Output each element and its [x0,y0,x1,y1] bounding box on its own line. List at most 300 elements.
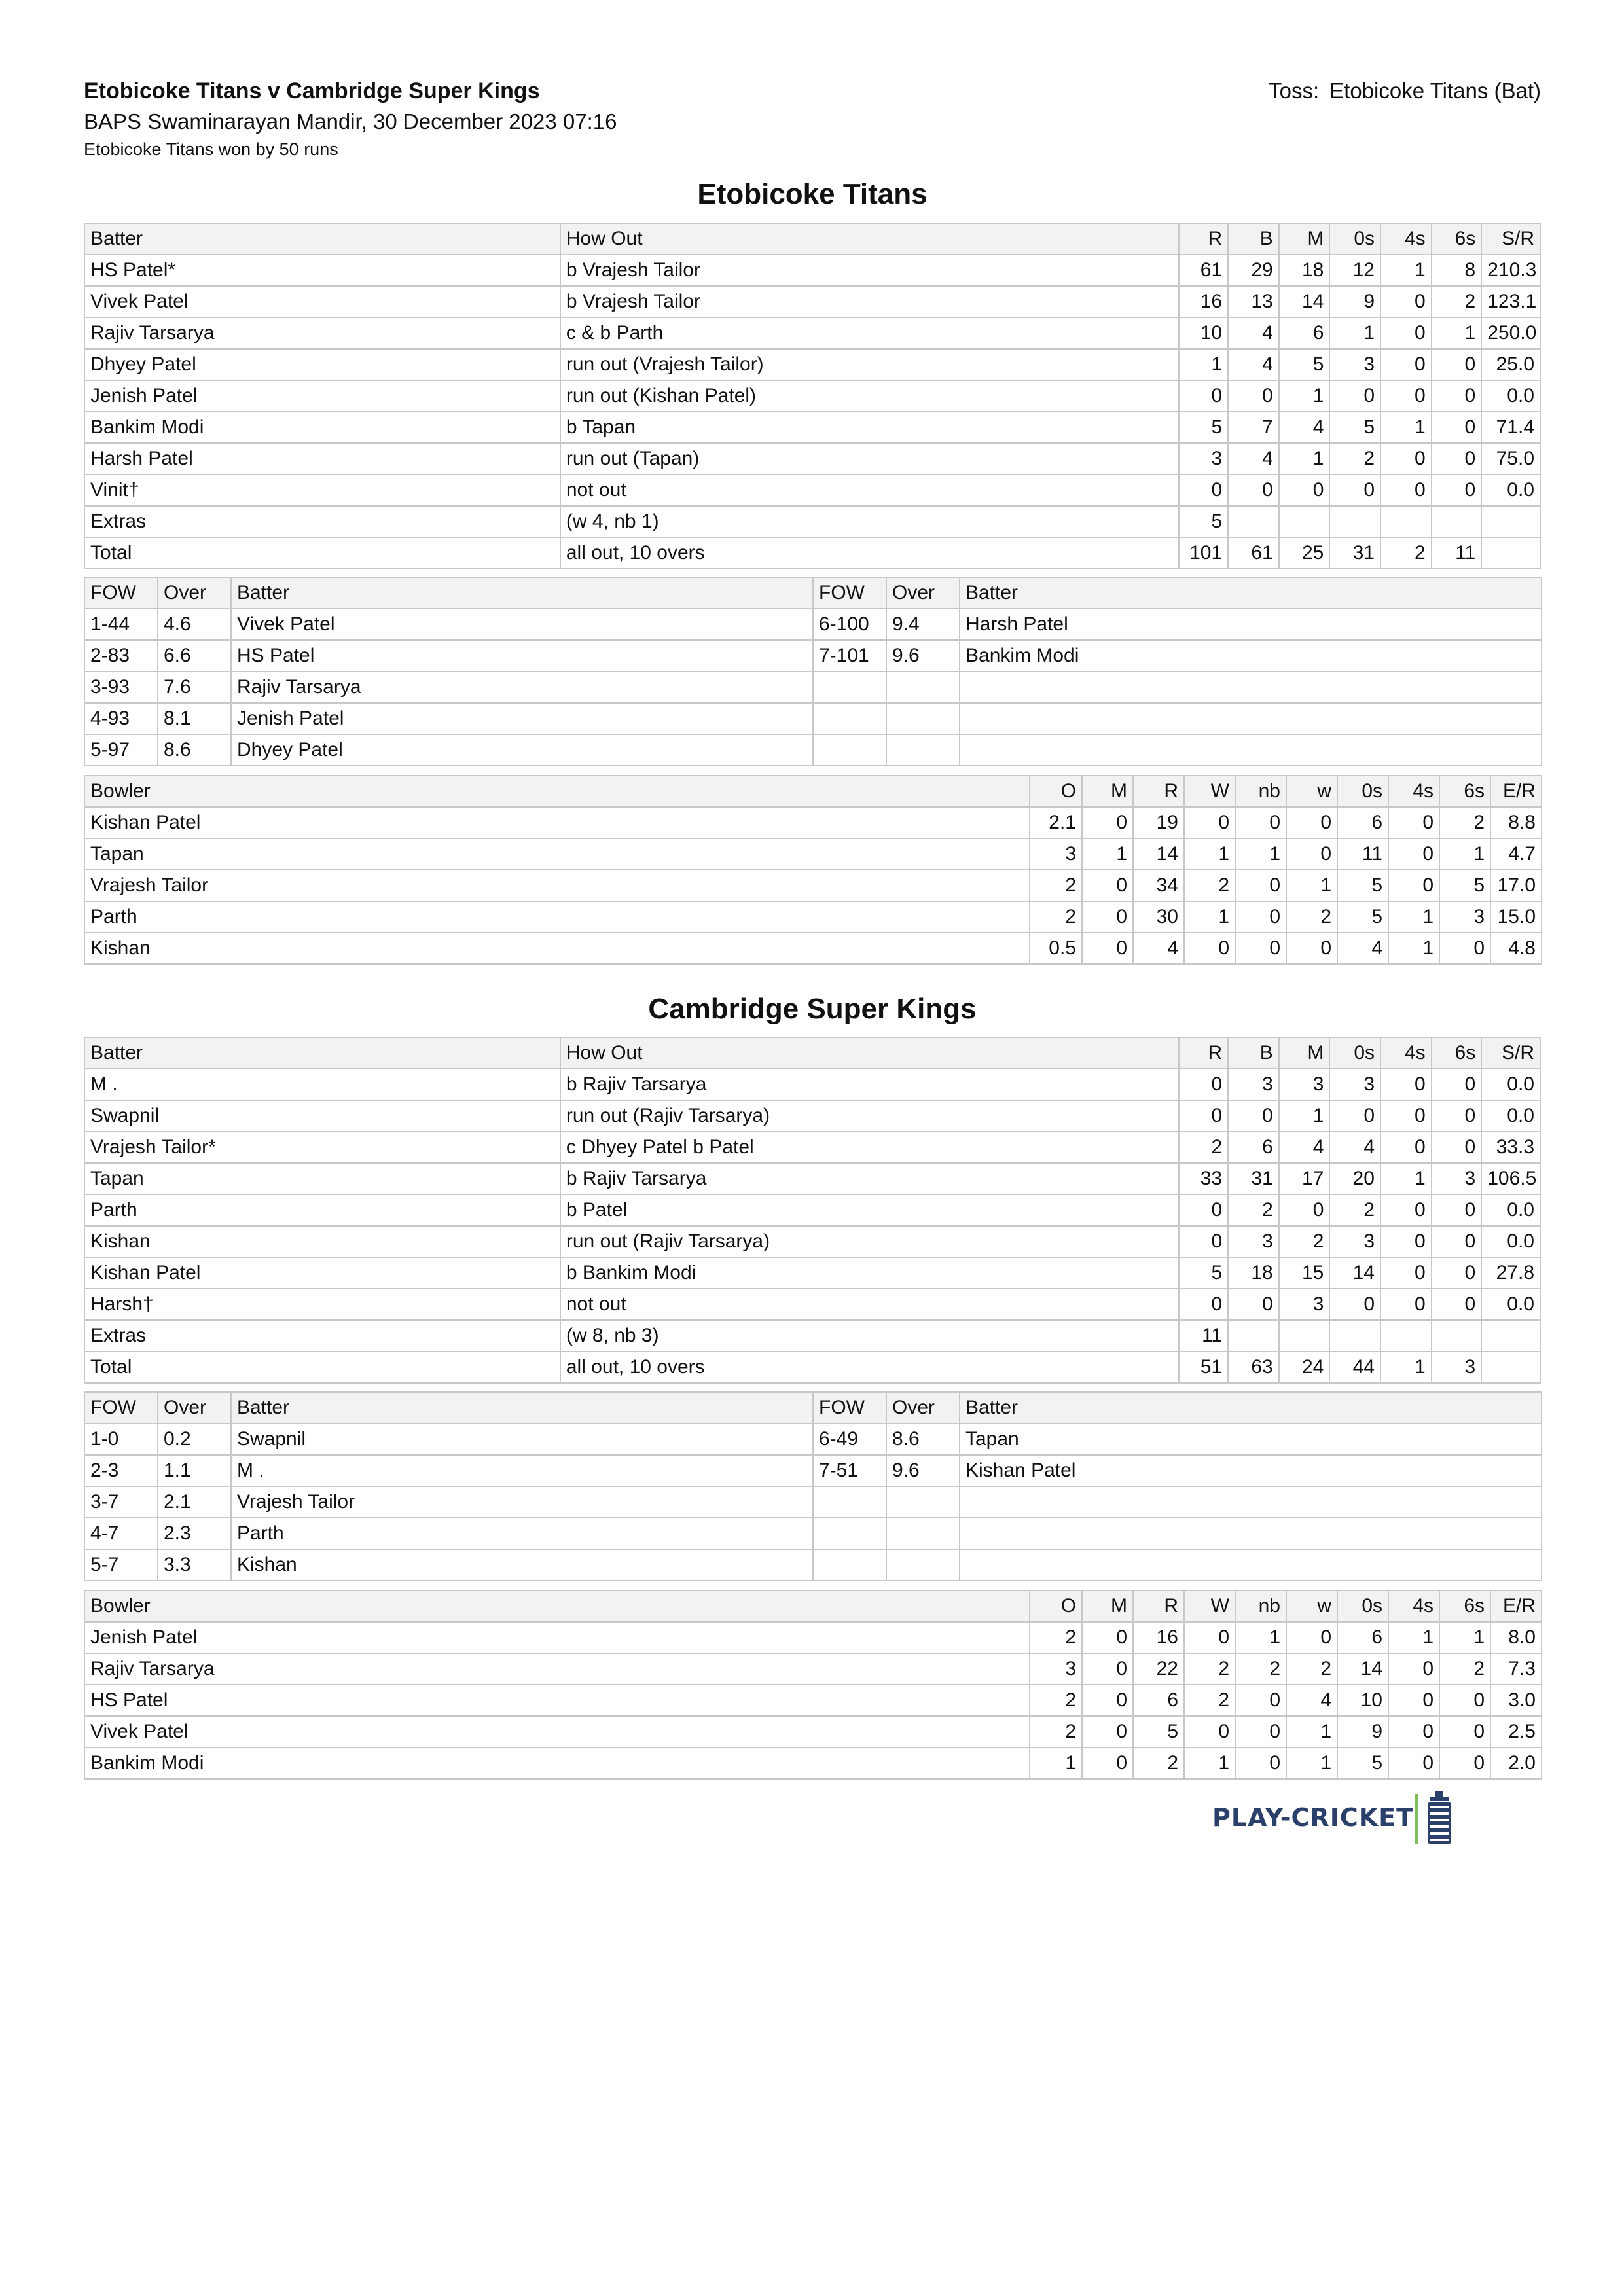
bowler-name-cell: Vivek Patel [84,1716,1030,1748]
minutes-cell: 25 [1279,537,1330,569]
batter-name-cell: M . [84,1069,560,1100]
match-venue-date: BAPS Swaminarayan Mandir, 30 December 2023 07:16 [84,109,617,134]
fow-row [84,734,1542,766]
column-header-dots: 0s [1329,1037,1380,1069]
fow-over-cell [886,703,960,734]
strike-rate-cell [1481,537,1540,569]
column-header-fours: 4s [1388,776,1439,807]
economy-cell: 8.0 [1490,1622,1542,1653]
fours-cell: 1 [1380,1352,1432,1383]
fow-batter-cell: Vrajesh Tailor [231,1486,813,1518]
fours-cell: 1 [1380,255,1432,286]
dots-cell: 2 [1329,1194,1380,1226]
bowling-row [84,1622,1542,1653]
column-header-economy: E/R [1490,1590,1542,1622]
bowler-name-cell: Parth [84,901,1030,933]
fow-batter-cell: Swapnil [231,1424,813,1455]
maidens-cell: 0 [1082,901,1133,933]
fow-over-cell [886,1486,960,1518]
column-header-runs: R [1179,223,1229,255]
dots-cell: 9 [1329,286,1380,317]
fow-score-cell: 4-7 [84,1518,158,1549]
column-header-strike-rate: S/R [1481,1037,1540,1069]
dots-cell [1329,1320,1380,1352]
fow-batter-cell: Parth [231,1518,813,1549]
sixes-cell: 3 [1432,1352,1482,1383]
fours-cell: 0 [1380,317,1432,349]
batting-row [84,286,1540,317]
minutes-cell: 0 [1279,475,1330,506]
column-header-fours: 4s [1380,1037,1432,1069]
fow-row [84,1455,1542,1486]
fow-row [84,1549,1542,1581]
balls-cell [1228,506,1279,537]
fow-row [84,609,1542,640]
sixes-cell: 0 [1439,1685,1490,1716]
column-header-no-balls: nb [1235,776,1286,807]
fow-over-cell: 7.6 [158,672,231,703]
innings-2-bowling-table [84,1590,1542,1780]
column-header-fow-over: Over [886,577,960,609]
strike-rate-cell: 123.1 [1481,286,1540,317]
fow-score-cell [813,1518,886,1549]
balls-cell: 18 [1228,1257,1279,1289]
overs-cell: 2 [1030,1716,1082,1748]
column-header-fow-batter: Batter [960,1392,1542,1424]
runs-cell: 5 [1179,1257,1229,1289]
runs-cell: 11 [1179,1320,1229,1352]
maidens-cell: 0 [1082,933,1133,964]
strike-rate-cell: 71.4 [1481,412,1540,443]
bowling-row [84,1716,1542,1748]
minutes-cell: 15 [1279,1257,1330,1289]
fow-over-cell: 8.6 [158,734,231,766]
how-out-cell: run out (Kishan Patel) [560,380,1179,412]
batter-name-cell: Vrajesh Tailor* [84,1132,560,1163]
dots-cell: 1 [1329,317,1380,349]
fours-cell: 0 [1388,807,1439,838]
fow-row [84,672,1542,703]
overs-cell: 1 [1030,1748,1082,1779]
minutes-cell: 1 [1279,380,1330,412]
batter-name-cell: Extras [84,1320,560,1352]
no-balls-cell: 0 [1235,1748,1286,1779]
dots-cell: 0 [1329,1100,1380,1132]
fours-cell: 0 [1380,1226,1432,1257]
fow-batter-cell [960,1518,1542,1549]
bowling-row [84,933,1542,964]
batting-row [84,1226,1540,1257]
no-balls-cell: 0 [1235,901,1286,933]
innings-1-batting-table [84,223,1541,569]
maidens-cell: 0 [1082,807,1133,838]
runs-cell: 4 [1133,933,1184,964]
sixes-cell: 0 [1432,475,1482,506]
play-cricket-logo[interactable] [1212,1790,1460,1846]
balls-cell: 7 [1228,412,1279,443]
runs-cell: 0 [1179,380,1229,412]
innings-2-team-title: Cambridge Super Kings [648,993,977,1025]
no-balls-cell: 0 [1235,870,1286,901]
bowler-name-cell: Rajiv Tarsarya [84,1653,1030,1685]
economy-cell: 2.5 [1490,1716,1542,1748]
fours-cell: 0 [1380,443,1432,475]
how-out-cell: b Patel [560,1194,1179,1226]
column-header-economy: E/R [1490,776,1542,807]
sixes-cell: 1 [1432,317,1482,349]
column-header-dots: 0s [1337,776,1388,807]
dots-cell: 4 [1337,933,1388,964]
fow-batter-cell: M . [231,1455,813,1486]
fours-cell: 0 [1380,1289,1432,1320]
fow-over-cell: 8.6 [886,1424,960,1455]
fow-batter-cell [960,1549,1542,1581]
balls-cell: 61 [1228,537,1279,569]
how-out-cell: c Dhyey Patel b Patel [560,1132,1179,1163]
strike-rate-cell: 33.3 [1481,1132,1540,1163]
ecb-crest-icon [1426,1791,1453,1845]
column-header-no-balls: nb [1235,1590,1286,1622]
fow-batter-cell: Harsh Patel [960,609,1542,640]
strike-rate-cell: 0.0 [1481,1289,1540,1320]
fow-batter-cell [960,1486,1542,1518]
dots-cell: 0 [1329,1289,1380,1320]
column-header-dots: 0s [1329,223,1380,255]
balls-cell: 29 [1228,255,1279,286]
fours-cell: 1 [1380,412,1432,443]
wides-cell: 0 [1286,838,1337,870]
batting-row [84,380,1540,412]
fow-batter-cell: Vivek Patel [231,609,813,640]
logo-wordmark: PLAY-CRICKET [1212,1803,1415,1832]
fours-cell: 1 [1388,1622,1439,1653]
how-out-cell: all out, 10 overs [560,537,1179,569]
no-balls-cell: 0 [1235,1716,1286,1748]
runs-cell: 6 [1133,1685,1184,1716]
fow-over-cell: 0.2 [158,1424,231,1455]
wides-cell: 2 [1286,901,1337,933]
minutes-cell: 17 [1279,1163,1330,1194]
runs-cell: 51 [1179,1352,1229,1383]
sixes-cell: 1 [1439,1622,1490,1653]
runs-cell: 22 [1133,1653,1184,1685]
runs-cell: 61 [1179,255,1229,286]
how-out-cell: b Vrajesh Tailor [560,286,1179,317]
column-header-fow-batter: Batter [960,577,1542,609]
bowling-row [84,1748,1542,1779]
bowler-name-cell: Kishan [84,933,1030,964]
column-header-maidens: M [1082,776,1133,807]
batter-name-cell: Parth [84,1194,560,1226]
batting-row [84,1194,1540,1226]
sixes-cell: 2 [1432,286,1482,317]
innings-1-team-title: Etobicoke Titans [697,178,928,210]
fow-score-cell: 1-44 [84,609,158,640]
column-header-dots: 0s [1337,1590,1388,1622]
strike-rate-cell: 0.0 [1481,1069,1540,1100]
wickets-cell: 2 [1184,1653,1235,1685]
strike-rate-cell: 0.0 [1481,1194,1540,1226]
fow-row [84,1518,1542,1549]
wides-cell: 4 [1286,1685,1337,1716]
fow-over-cell [886,1518,960,1549]
wides-cell: 2 [1286,1653,1337,1685]
batting-row [84,1320,1540,1352]
economy-cell: 3.0 [1490,1685,1542,1716]
dots-cell: 20 [1329,1163,1380,1194]
dots-cell: 5 [1329,412,1380,443]
column-header-balls: B [1228,1037,1279,1069]
fow-score-cell: 5-97 [84,734,158,766]
wides-cell: 0 [1286,933,1337,964]
sixes-cell: 11 [1432,537,1482,569]
sixes-cell: 0 [1432,1257,1482,1289]
column-header-batter-name: Batter [84,223,560,255]
sixes-cell: 3 [1439,901,1490,933]
batter-name-cell: Jenish Patel [84,380,560,412]
runs-cell: 34 [1133,870,1184,901]
runs-cell: 33 [1179,1163,1229,1194]
overs-cell: 2 [1030,1622,1082,1653]
logo-divider [1415,1794,1418,1844]
overs-cell: 2.1 [1030,807,1082,838]
toss-value: Etobicoke Titans (Bat) [1329,79,1541,103]
wides-cell: 1 [1286,1748,1337,1779]
maidens-cell: 0 [1082,1748,1133,1779]
fow-score-cell: 3-93 [84,672,158,703]
how-out-cell: run out (Rajiv Tarsarya) [560,1226,1179,1257]
column-header-wides: w [1286,1590,1337,1622]
fours-cell: 0 [1388,1748,1439,1779]
batting-row [84,1163,1540,1194]
fow-over-cell: 2.3 [158,1518,231,1549]
balls-cell: 0 [1228,1100,1279,1132]
runs-cell: 16 [1179,286,1229,317]
fours-cell: 0 [1388,1685,1439,1716]
dots-cell: 3 [1329,349,1380,380]
batter-name-cell: Kishan Patel [84,1257,560,1289]
dots-cell: 6 [1337,807,1388,838]
minutes-cell: 4 [1279,412,1330,443]
innings-1-bowling-table [84,775,1542,965]
wickets-cell: 0 [1184,807,1235,838]
runs-cell: 19 [1133,807,1184,838]
fow-score-cell: 6-100 [813,609,886,640]
strike-rate-cell: 106.5 [1481,1163,1540,1194]
column-header-maidens: M [1082,1590,1133,1622]
column-header-fow-batter: Batter [231,1392,813,1424]
overs-cell: 3 [1030,838,1082,870]
dots-cell: 6 [1337,1622,1388,1653]
economy-cell: 2.0 [1490,1748,1542,1779]
wickets-cell: 0 [1184,1716,1235,1748]
economy-cell: 4.8 [1490,933,1542,964]
fow-over-cell: 9.4 [886,609,960,640]
fow-score-cell: 7-101 [813,640,886,672]
batting-row [84,1352,1540,1383]
column-header-wides: w [1286,776,1337,807]
how-out-cell: b Bankim Modi [560,1257,1179,1289]
column-header-fow-score: FOW [84,577,158,609]
sixes-cell: 0 [1432,1194,1482,1226]
batting-row [84,1132,1540,1163]
fow-score-cell [813,1486,886,1518]
batter-name-cell: HS Patel* [84,255,560,286]
dots-cell: 14 [1329,1257,1380,1289]
fow-score-cell: 7-51 [813,1455,886,1486]
column-header-minutes: M [1279,1037,1330,1069]
fow-score-cell [813,672,886,703]
fours-cell [1380,506,1432,537]
maidens-cell: 0 [1082,1622,1133,1653]
fours-cell: 1 [1388,933,1439,964]
runs-cell: 0 [1179,1194,1229,1226]
fow-over-cell: 9.6 [886,1455,960,1486]
sixes-cell: 0 [1432,349,1482,380]
bowling-row [84,870,1542,901]
fow-batter-cell [960,734,1542,766]
fow-score-cell [813,1549,886,1581]
runs-cell: 14 [1133,838,1184,870]
fow-score-cell: 5-7 [84,1549,158,1581]
economy-cell: 7.3 [1490,1653,1542,1685]
sixes-cell: 5 [1439,870,1490,901]
sixes-cell: 0 [1432,1226,1482,1257]
column-header-runs: R [1133,1590,1184,1622]
runs-cell: 101 [1179,537,1229,569]
wickets-cell: 2 [1184,870,1235,901]
fow-batter-cell: Kishan Patel [960,1455,1542,1486]
bowler-name-cell: HS Patel [84,1685,1030,1716]
strike-rate-cell [1481,1352,1540,1383]
column-header-balls: B [1228,223,1279,255]
wickets-cell: 1 [1184,838,1235,870]
balls-cell: 2 [1228,1194,1279,1226]
how-out-cell: b Rajiv Tarsarya [560,1069,1179,1100]
dots-cell: 5 [1337,1748,1388,1779]
batter-name-cell: Bankim Modi [84,412,560,443]
balls-cell [1228,1320,1279,1352]
overs-cell: 0.5 [1030,933,1082,964]
overs-cell: 2 [1030,1685,1082,1716]
sixes-cell: 2 [1439,1653,1490,1685]
economy-cell: 15.0 [1490,901,1542,933]
batting-header-row [84,223,1540,255]
maidens-cell: 0 [1082,870,1133,901]
dots-cell: 2 [1329,443,1380,475]
column-header-fow-score: FOW [813,577,886,609]
strike-rate-cell: 0.0 [1481,475,1540,506]
fow-over-cell [886,672,960,703]
how-out-cell: (w 8, nb 3) [560,1320,1179,1352]
no-balls-cell: 0 [1235,1685,1286,1716]
match-title: Etobicoke Titans v Cambridge Super Kings [84,79,540,103]
fow-score-cell: 6-49 [813,1424,886,1455]
bowling-row [84,901,1542,933]
column-header-minutes: M [1279,223,1330,255]
minutes-cell: 4 [1279,1132,1330,1163]
fours-cell: 0 [1380,349,1432,380]
how-out-cell: not out [560,475,1179,506]
strike-rate-cell [1481,1320,1540,1352]
balls-cell: 4 [1228,317,1279,349]
sixes-cell: 0 [1432,1132,1482,1163]
bowler-name-cell: Jenish Patel [84,1622,1030,1653]
fow-over-cell: 1.1 [158,1455,231,1486]
fours-cell: 1 [1388,901,1439,933]
economy-cell: 8.8 [1490,807,1542,838]
dots-cell: 9 [1337,1716,1388,1748]
toss-info [1269,79,1541,103]
column-header-runs: R [1179,1037,1229,1069]
dots-cell: 5 [1337,901,1388,933]
runs-cell: 5 [1133,1716,1184,1748]
batter-name-cell: Rajiv Tarsarya [84,317,560,349]
bowling-row [84,838,1542,870]
fours-cell: 0 [1388,838,1439,870]
batter-name-cell: Swapnil [84,1100,560,1132]
minutes-cell: 18 [1279,255,1330,286]
how-out-cell: b Tapan [560,412,1179,443]
dots-cell [1329,506,1380,537]
fow-batter-cell: Tapan [960,1424,1542,1455]
strike-rate-cell: 0.0 [1481,1226,1540,1257]
no-balls-cell: 1 [1235,838,1286,870]
strike-rate-cell: 27.8 [1481,1257,1540,1289]
sixes-cell: 0 [1439,1716,1490,1748]
no-balls-cell: 2 [1235,1653,1286,1685]
wickets-cell: 1 [1184,901,1235,933]
column-header-runs: R [1133,776,1184,807]
batting-row [84,349,1540,380]
minutes-cell: 5 [1279,349,1330,380]
batting-row [84,255,1540,286]
innings-2-fow-table [84,1391,1542,1581]
innings-1-fow-table [84,577,1542,766]
wides-cell: 1 [1286,1716,1337,1748]
column-header-how-out: How Out [560,223,1179,255]
balls-cell: 0 [1228,475,1279,506]
fours-cell [1380,1320,1432,1352]
match-result: Etobicoke Titans won by 50 runs [84,139,338,159]
sixes-cell: 0 [1439,1748,1490,1779]
dots-cell: 4 [1329,1132,1380,1163]
how-out-cell: b Rajiv Tarsarya [560,1163,1179,1194]
strike-rate-cell: 0.0 [1481,1100,1540,1132]
fow-over-cell: 2.1 [158,1486,231,1518]
column-header-fow-over: Over [886,1392,960,1424]
batting-row [84,1289,1540,1320]
sixes-cell: 0 [1432,1069,1482,1100]
minutes-cell [1279,1320,1330,1352]
how-out-cell: (w 4, nb 1) [560,506,1179,537]
fours-cell: 0 [1380,380,1432,412]
overs-cell: 2 [1030,901,1082,933]
batting-row [84,317,1540,349]
batter-name-cell: Dhyey Patel [84,349,560,380]
minutes-cell: 1 [1279,443,1330,475]
column-header-wickets: W [1184,1590,1235,1622]
maidens-cell: 1 [1082,838,1133,870]
sixes-cell: 0 [1432,443,1482,475]
wides-cell: 0 [1286,1622,1337,1653]
strike-rate-cell [1481,506,1540,537]
column-header-fours: 4s [1388,1590,1439,1622]
balls-cell: 13 [1228,286,1279,317]
overs-cell: 2 [1030,870,1082,901]
minutes-cell: 3 [1279,1289,1330,1320]
wickets-cell: 0 [1184,1622,1235,1653]
